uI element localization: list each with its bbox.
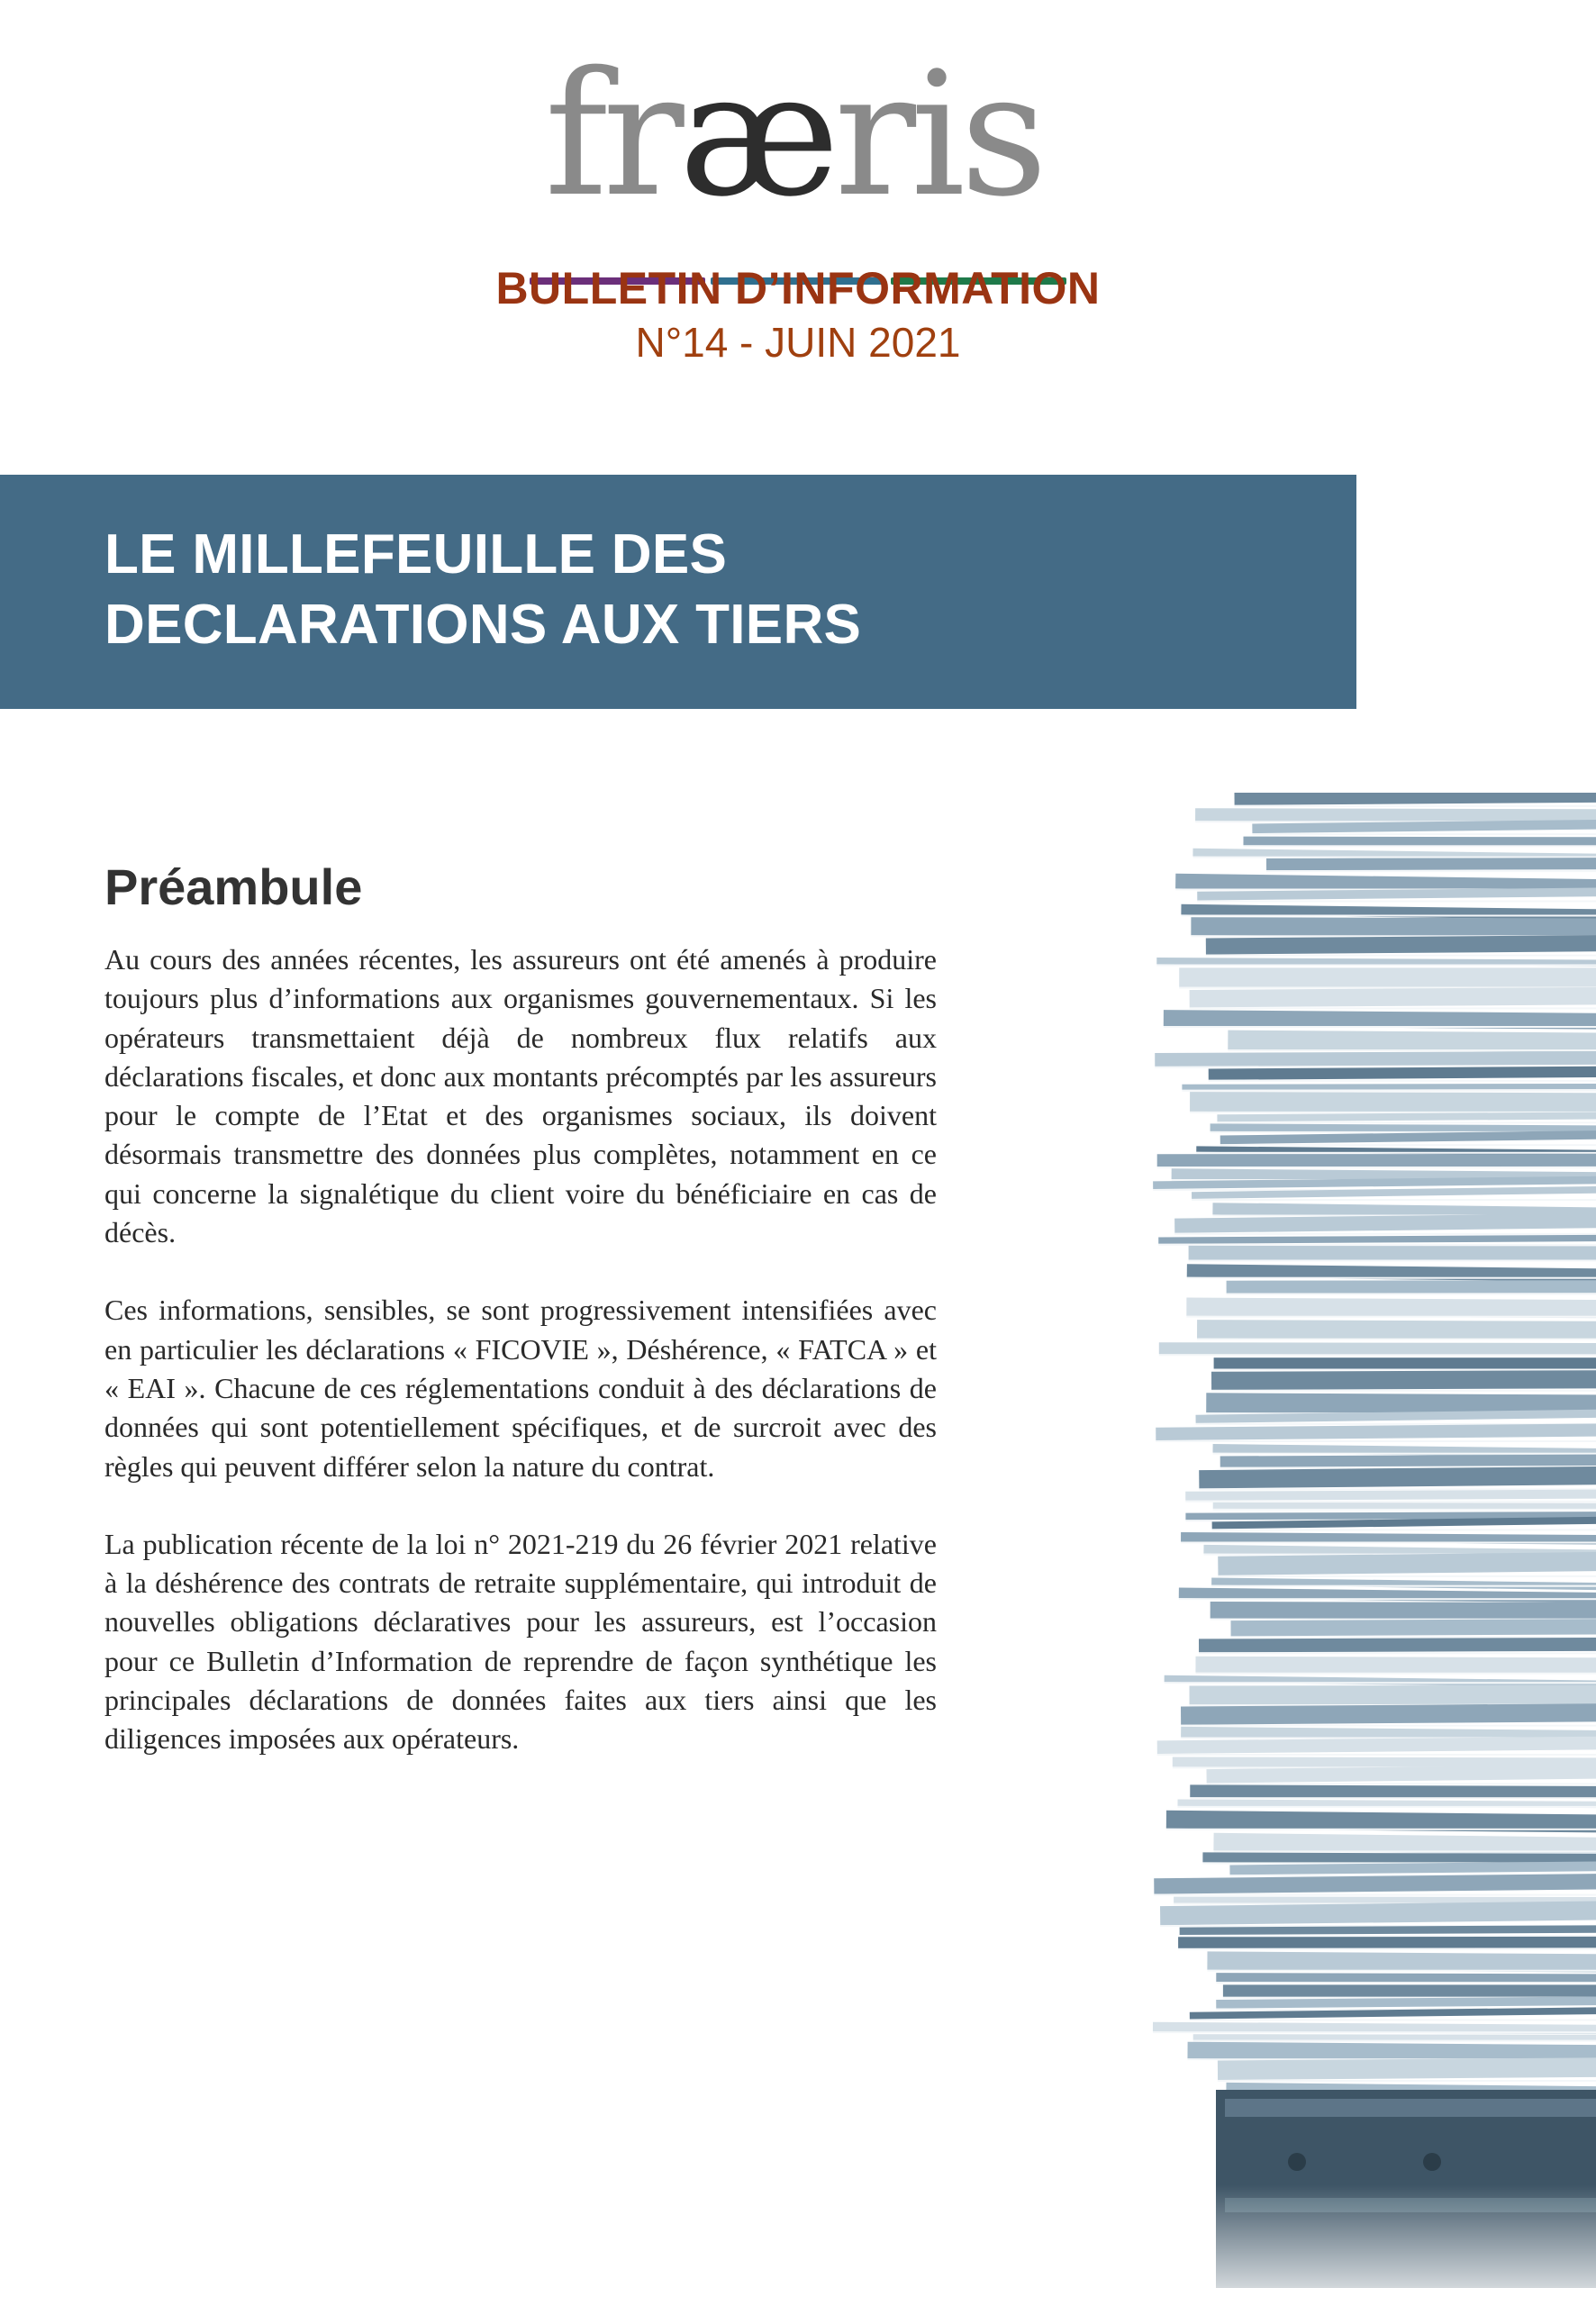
paragraph-3: La publication récente de la loi n° 2021-219 du 26 février 2021 relative à la déshérence des contrats de retraite supplémentaire, qui introduit de nouvelles obligations déclaratives pour les assureurs, est l’occasion pour ce Bulletin d’Information de reprendre de façon synthétique les principales déclarations de données faites aux tiers ainsi que les diligences imposées aux opérateurs.	[104, 1527, 937, 1756]
document-title	[104, 520, 1275, 660]
title-banner	[0, 475, 1356, 709]
logo	[521, 35, 1066, 252]
bulletin-title: BULLETIN D’INFORMATION	[495, 263, 1101, 313]
logo-wordmark	[521, 35, 1066, 234]
paragraph-1: Au cours des années récentes, les assureurs ont été amenés à produire toujours plus d’informations aux organismes gouvernementaux. Si les opérateurs transmettaient déjà de nombreux flux relatifs aux déclarations fiscales, et donc aux montants précomptés par les assureurs pour le compte de l’Etat et des organismes sociaux, ils doivent désormais transmettre des données plus complètes, notamment en ce qui concerne la signalétique du client voire du bénéficiaire en cas de décès.	[104, 943, 937, 1249]
document-title-line-1: LE MILLEFEUILLE DES	[104, 523, 728, 586]
logo-text-middle: æ	[678, 35, 835, 234]
paragraph-2: Ces informations, sensibles, se sont progressivement intensifiées avec en particulier les déclarations « FICOVIE », Déshérence, « FATCA » et « EAI ». Chacune de ces réglementations conduit à des déclarations de données qui sont potentiellement spécifiques, et de surcroit avec des règles qui peuvent différer selon la nature du contrat.	[104, 1294, 937, 1483]
bulletin-issue: N°14 - JUIN 2021	[635, 319, 961, 366]
logo-text-right: ris	[834, 35, 1043, 234]
body-text	[104, 940, 937, 1798]
section-heading: Préambule	[104, 858, 363, 915]
paper-stack-icon	[1090, 793, 1596, 2306]
logo-text-left: fr	[544, 35, 679, 234]
document-title-line-2: DECLARATIONS AUX TIERS	[104, 594, 862, 656]
